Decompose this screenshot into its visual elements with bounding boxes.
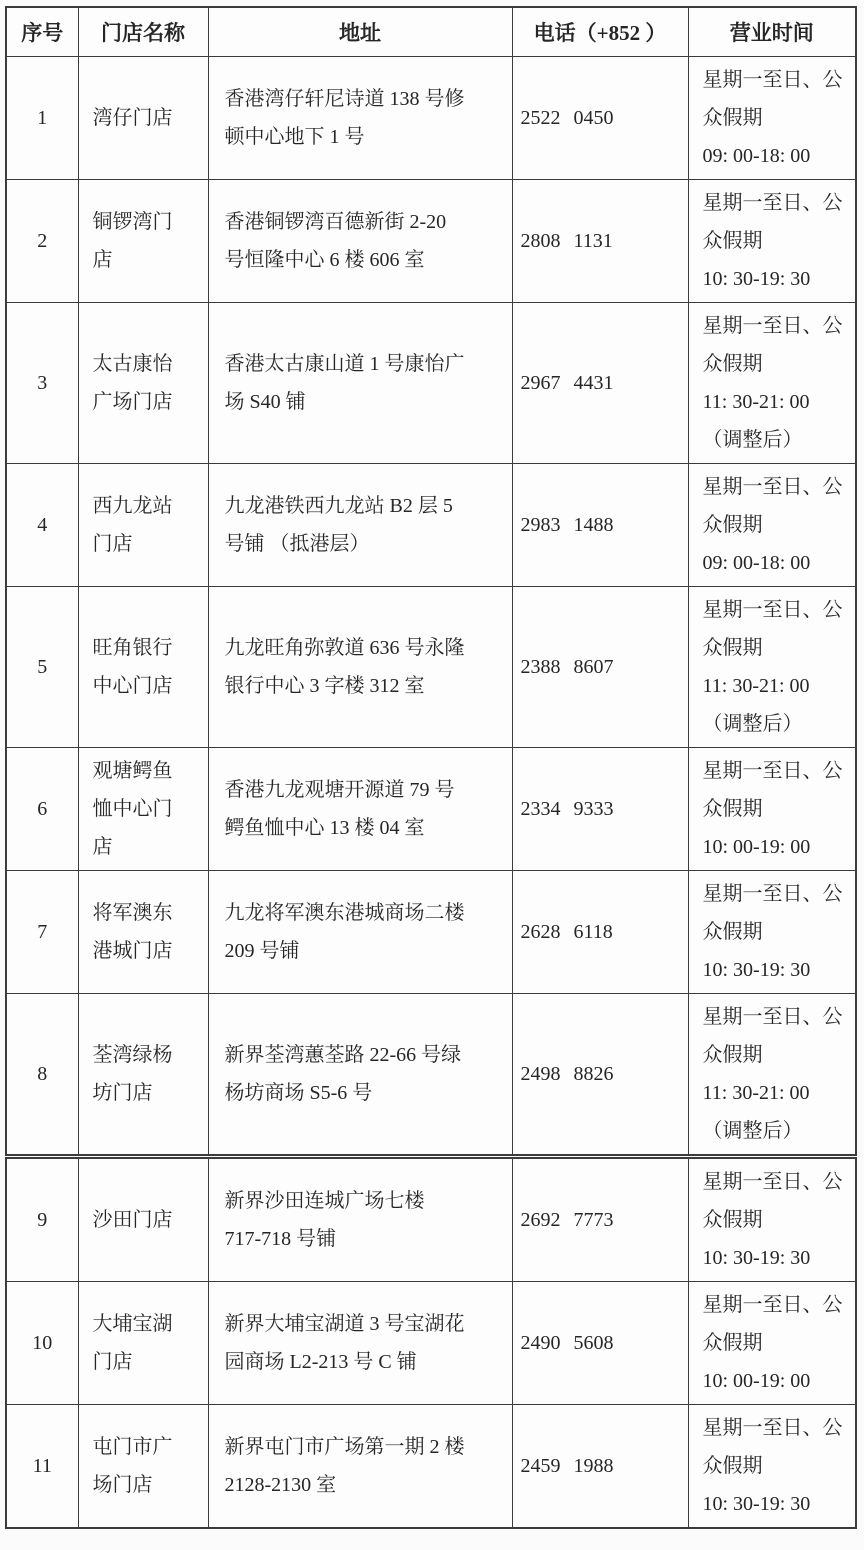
table-row-6 bbox=[6, 748, 856, 871]
text-line: 园商场 L2-213 号 C 铺 bbox=[224, 1351, 417, 1373]
phone-cell bbox=[512, 1157, 688, 1282]
table-row-3 bbox=[6, 303, 856, 464]
address-cell bbox=[208, 57, 512, 180]
store-name-cell bbox=[78, 180, 208, 303]
text-line: 门店 bbox=[92, 533, 133, 555]
text-line: 众假期 bbox=[702, 1044, 763, 1066]
text-line: 湾仔门店 bbox=[92, 107, 173, 129]
text-line: 星期一至日、公 bbox=[702, 1417, 843, 1439]
text-line: 星期一至日、公 bbox=[702, 192, 843, 214]
text-line: 10: 30-19: 30 bbox=[702, 959, 811, 981]
text-line: 太古康怡 bbox=[92, 353, 173, 375]
table-row-5 bbox=[6, 587, 856, 748]
address-cell bbox=[208, 180, 512, 303]
text-line: 观塘鳄鱼 bbox=[92, 760, 173, 782]
text-line: 九龙旺角弥敦道 636 号永隆 bbox=[224, 637, 465, 659]
text-line: 星期一至日、公 bbox=[702, 760, 843, 782]
document-page bbox=[5, 6, 859, 1529]
address-cell bbox=[208, 1282, 512, 1405]
col-header-hours: 营业时间 bbox=[688, 7, 856, 57]
hours-cell bbox=[688, 57, 856, 180]
serial-cell: 2 bbox=[6, 180, 78, 303]
hours-cell bbox=[688, 871, 856, 994]
phone-number: 2983 1488 bbox=[520, 514, 614, 536]
address-cell bbox=[208, 748, 512, 871]
serial-cell: 11 bbox=[6, 1405, 78, 1529]
phone-cell bbox=[512, 1405, 688, 1529]
text-line: （调整后） bbox=[702, 429, 803, 451]
text-line: 11: 30-21: 00 bbox=[702, 675, 810, 697]
text-line: 11: 30-21: 00 bbox=[702, 391, 810, 413]
text-line: 新界大埔宝湖道 3 号宝湖花 bbox=[224, 1313, 465, 1335]
store-name-cell bbox=[78, 748, 208, 871]
text-line: 广场门店 bbox=[92, 391, 173, 413]
store-name-cell bbox=[78, 994, 208, 1157]
text-line: 众假期 bbox=[702, 514, 763, 536]
text-line: 香港九龙观塘开源道 79 号 bbox=[224, 779, 455, 801]
phone-number: 2692 7773 bbox=[520, 1209, 614, 1231]
text-line: 号铺 （抵港层） bbox=[224, 533, 370, 555]
text-line: 鳄鱼恤中心 13 楼 04 室 bbox=[224, 817, 425, 839]
text-line: 717-718 号铺 bbox=[224, 1228, 337, 1250]
store-name-cell bbox=[78, 587, 208, 748]
text-line: 10: 00-19: 00 bbox=[702, 836, 811, 858]
table-row-8 bbox=[6, 994, 856, 1157]
text-line: 09: 00-18: 00 bbox=[702, 145, 811, 167]
address-cell bbox=[208, 587, 512, 748]
text-line: 10: 30-19: 30 bbox=[702, 1493, 811, 1515]
text-line: 店 bbox=[92, 836, 113, 858]
store-name-cell bbox=[78, 1157, 208, 1282]
text-line: 星期一至日、公 bbox=[702, 315, 843, 337]
text-line: 九龙将军澳东港城商场二楼 bbox=[224, 902, 465, 924]
text-line: 10: 00-19: 00 bbox=[702, 1370, 811, 1392]
serial-cell: 1 bbox=[6, 57, 78, 180]
text-line: 场 S40 铺 bbox=[224, 391, 306, 413]
phone-number: 2498 8826 bbox=[520, 1063, 614, 1085]
serial-cell: 10 bbox=[6, 1282, 78, 1405]
table-row-9 bbox=[6, 1157, 856, 1282]
text-line: 店 bbox=[92, 249, 113, 271]
table-row-11 bbox=[6, 1405, 856, 1529]
col-header-phone: 电话（+852 ） bbox=[512, 7, 688, 57]
address-cell bbox=[208, 303, 512, 464]
text-line: 新界荃湾蕙荃路 22-66 号绿 bbox=[224, 1044, 462, 1066]
phone-number: 2490 5608 bbox=[520, 1332, 614, 1354]
text-line: 铜锣湾门 bbox=[92, 211, 173, 233]
phone-cell bbox=[512, 748, 688, 871]
text-line: （调整后） bbox=[702, 713, 803, 735]
table-row-1 bbox=[6, 57, 856, 180]
text-line: 场门店 bbox=[92, 1474, 153, 1496]
col-header-address: 地址 bbox=[208, 7, 512, 57]
phone-cell bbox=[512, 994, 688, 1157]
text-line: 209 号铺 bbox=[224, 940, 300, 962]
table-row-7 bbox=[6, 871, 856, 994]
text-line: 众假期 bbox=[702, 353, 763, 375]
text-line: 众假期 bbox=[702, 107, 763, 129]
text-line: 号恒隆中心 6 楼 606 室 bbox=[224, 249, 425, 271]
text-line: 屯门市广 bbox=[92, 1436, 173, 1458]
phone-cell bbox=[512, 871, 688, 994]
serial-cell: 7 bbox=[6, 871, 78, 994]
text-line: 众假期 bbox=[702, 921, 763, 943]
text-line: 众假期 bbox=[702, 798, 763, 820]
text-line: 众假期 bbox=[702, 1455, 763, 1477]
phone-cell bbox=[512, 1282, 688, 1405]
hours-cell bbox=[688, 180, 856, 303]
store-name-cell bbox=[78, 303, 208, 464]
text-line: 众假期 bbox=[702, 1332, 763, 1354]
text-line: 旺角银行 bbox=[92, 637, 173, 659]
text-line: 将军澳东 bbox=[92, 902, 173, 924]
col-header-store-name: 门店名称 bbox=[78, 7, 208, 57]
hours-cell bbox=[688, 1157, 856, 1282]
text-line: 香港湾仔轩尼诗道 138 号修 bbox=[224, 88, 465, 110]
address-cell bbox=[208, 464, 512, 587]
text-line: 10: 30-19: 30 bbox=[702, 268, 811, 290]
text-line: 西九龙站 bbox=[92, 495, 173, 517]
text-line: 九龙港铁西九龙站 B2 层 5 bbox=[224, 495, 453, 517]
address-cell bbox=[208, 1405, 512, 1529]
store-name-cell bbox=[78, 1282, 208, 1405]
text-line: 港城门店 bbox=[92, 940, 173, 962]
serial-cell: 8 bbox=[6, 994, 78, 1157]
table-row-10 bbox=[6, 1282, 856, 1405]
text-line: 香港太古康山道 1 号康怡广 bbox=[224, 353, 465, 375]
text-line: 星期一至日、公 bbox=[702, 599, 843, 621]
phone-number: 2967 4431 bbox=[520, 372, 614, 394]
text-line: 星期一至日、公 bbox=[702, 69, 843, 91]
hours-cell bbox=[688, 994, 856, 1157]
text-line: 星期一至日、公 bbox=[702, 476, 843, 498]
phone-cell bbox=[512, 180, 688, 303]
phone-number: 2459 1988 bbox=[520, 1455, 614, 1477]
serial-cell: 5 bbox=[6, 587, 78, 748]
phone-cell bbox=[512, 587, 688, 748]
text-line: 众假期 bbox=[702, 230, 763, 252]
text-line: 荃湾绿杨 bbox=[92, 1044, 173, 1066]
phone-cell bbox=[512, 464, 688, 587]
serial-cell: 6 bbox=[6, 748, 78, 871]
phone-cell bbox=[512, 303, 688, 464]
hours-cell bbox=[688, 303, 856, 464]
phone-number: 2628 6118 bbox=[520, 921, 613, 943]
text-line: 香港铜锣湾百德新街 2-20 bbox=[224, 211, 447, 233]
text-line: 星期一至日、公 bbox=[702, 1006, 843, 1028]
phone-number: 2522 0450 bbox=[520, 107, 614, 129]
text-line: （调整后） bbox=[702, 1120, 803, 1142]
table-row-2 bbox=[6, 180, 856, 303]
hours-cell bbox=[688, 464, 856, 587]
text-line: 星期一至日、公 bbox=[702, 1171, 843, 1193]
text-line: 恤中心门 bbox=[92, 798, 173, 820]
text-line: 众假期 bbox=[702, 637, 763, 659]
phone-number: 2388 8607 bbox=[520, 656, 614, 678]
text-line: 杨坊商场 S5-6 号 bbox=[224, 1082, 373, 1104]
text-line: 新界屯门市广场第一期 2 楼 bbox=[224, 1436, 465, 1458]
text-line: 顿中心地下 1 号 bbox=[224, 126, 365, 148]
text-line: 10: 30-19: 30 bbox=[702, 1247, 811, 1269]
serial-cell: 3 bbox=[6, 303, 78, 464]
serial-cell: 9 bbox=[6, 1157, 78, 1282]
text-line: 2128-2130 室 bbox=[224, 1474, 337, 1496]
phone-cell bbox=[512, 57, 688, 180]
text-line: 中心门店 bbox=[92, 675, 173, 697]
hours-cell bbox=[688, 587, 856, 748]
text-line: 新界沙田连城广场七楼 bbox=[224, 1190, 425, 1212]
text-line: 星期一至日、公 bbox=[702, 883, 843, 905]
text-line: 09: 00-18: 00 bbox=[702, 552, 811, 574]
table-header bbox=[6, 7, 856, 57]
serial-cell: 4 bbox=[6, 464, 78, 587]
phone-number: 2334 9333 bbox=[520, 798, 614, 820]
hours-cell bbox=[688, 748, 856, 871]
text-line: 11: 30-21: 00 bbox=[702, 1082, 810, 1104]
store-name-cell bbox=[78, 57, 208, 180]
store-locations-table bbox=[5, 6, 857, 1529]
header-row bbox=[6, 7, 856, 57]
address-cell bbox=[208, 994, 512, 1157]
text-line: 星期一至日、公 bbox=[702, 1294, 843, 1316]
store-name-cell bbox=[78, 871, 208, 994]
hours-cell bbox=[688, 1405, 856, 1529]
text-line: 沙田门店 bbox=[92, 1209, 173, 1231]
table-row-4 bbox=[6, 464, 856, 587]
col-header-serial: 序号 bbox=[6, 7, 78, 57]
table-body bbox=[6, 57, 856, 1529]
store-name-cell bbox=[78, 464, 208, 587]
text-line: 银行中心 3 字楼 312 室 bbox=[224, 675, 425, 697]
text-line: 大埔宝湖 bbox=[92, 1313, 173, 1335]
text-line: 众假期 bbox=[702, 1209, 763, 1231]
address-cell bbox=[208, 1157, 512, 1282]
store-name-cell bbox=[78, 1405, 208, 1529]
text-line: 门店 bbox=[92, 1351, 133, 1373]
phone-number: 2808 1131 bbox=[520, 230, 613, 252]
hours-cell bbox=[688, 1282, 856, 1405]
text-line: 坊门店 bbox=[92, 1082, 153, 1104]
address-cell bbox=[208, 871, 512, 994]
